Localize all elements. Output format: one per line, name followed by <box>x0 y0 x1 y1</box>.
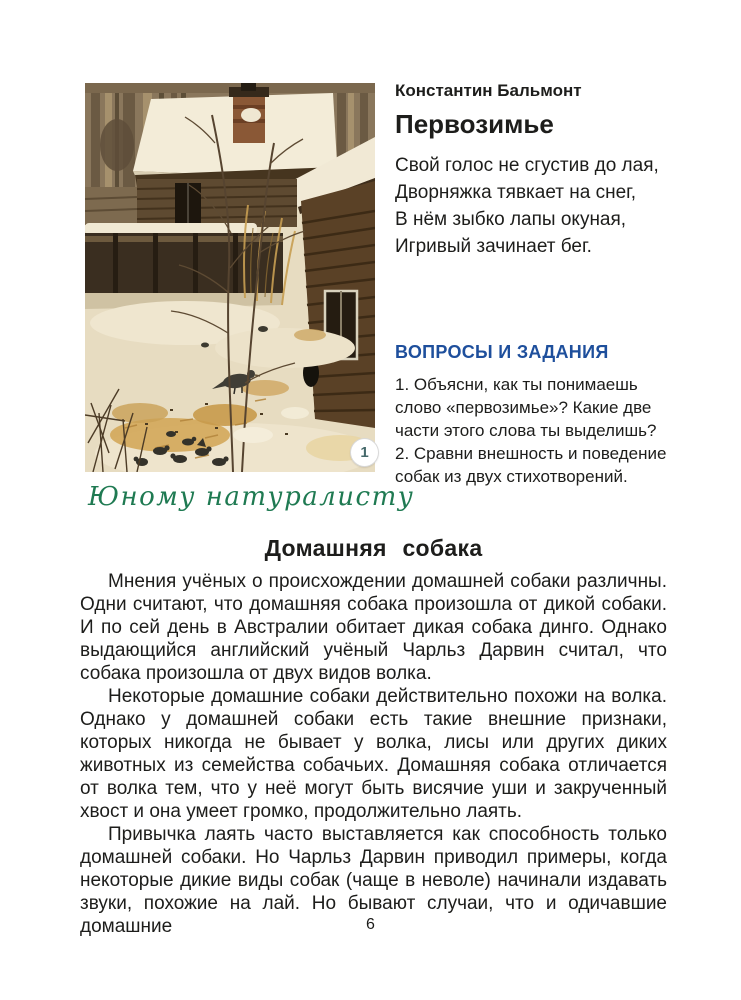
article-paragraph: Привычка лаять часто выставляется как способность только домашней собаки. Но Чарльз Дарвин приводил примеры, когда некоторые дикие виды собак (чаще в неволе) начинали издавать звуки, похожие на лай. Но бывают случаи, что и одичавшие домашние <box>80 824 667 937</box>
questions-block <box>395 341 677 488</box>
article-body <box>80 570 667 938</box>
page-number: 6 <box>366 916 375 933</box>
question-item: 1. Объясни, как ты понимаешь слово «первозимье»? Какие две части этого слова ты выделишь? <box>395 375 657 440</box>
article-title: Домашняя собака <box>264 535 483 561</box>
article-paragraph: Мнения учёных о происхождении домашней собаки различны. Одни считают, что домашняя собака произошла от дикой собаки. И по сей день в Австралии обитает дикая собака динго. Однако выдающийся английский учёный Чарльз Дарвин считал, что собака произошла от двух видов волка. <box>80 571 667 684</box>
poem-line: Свой голос не сгустив до лая, <box>395 155 659 176</box>
figure-number-badge: 1 <box>351 439 378 466</box>
poem-line: В нём зыбко лапы окуная, <box>395 209 627 230</box>
poem-line: Игривый зачинает бег. <box>395 236 592 257</box>
rubric-young-naturalist: Юному натуралисту <box>88 482 415 512</box>
poem-block <box>395 80 675 260</box>
poem-title: Первозимье <box>395 109 554 139</box>
winter-courtyard-painting <box>85 83 375 472</box>
question-item: 2. Сравни внешность и поведение собак из двух стихотворений. <box>395 444 667 486</box>
poem-line: Дворняжка тявкает на снег, <box>395 182 637 203</box>
questions-heading: ВОПРОСЫ И ЗАДАНИЯ <box>395 342 609 362</box>
article-paragraph: Некоторые домашние собаки действительно похожи на волка. Однако у домашней собаки есть такие внешние признаки, которых никогда не бывает у волка, лисы или других диких животных из семейства собачьих. Домашняя собака отличается от волка тем, что у неё могут быть висячие уши и закрученный хвост и она умеет громко, продолжительно лаять. <box>80 686 667 822</box>
winter-courtyard-painting-svg <box>85 83 375 472</box>
poem-author: Константин Бальмонт <box>395 81 582 100</box>
